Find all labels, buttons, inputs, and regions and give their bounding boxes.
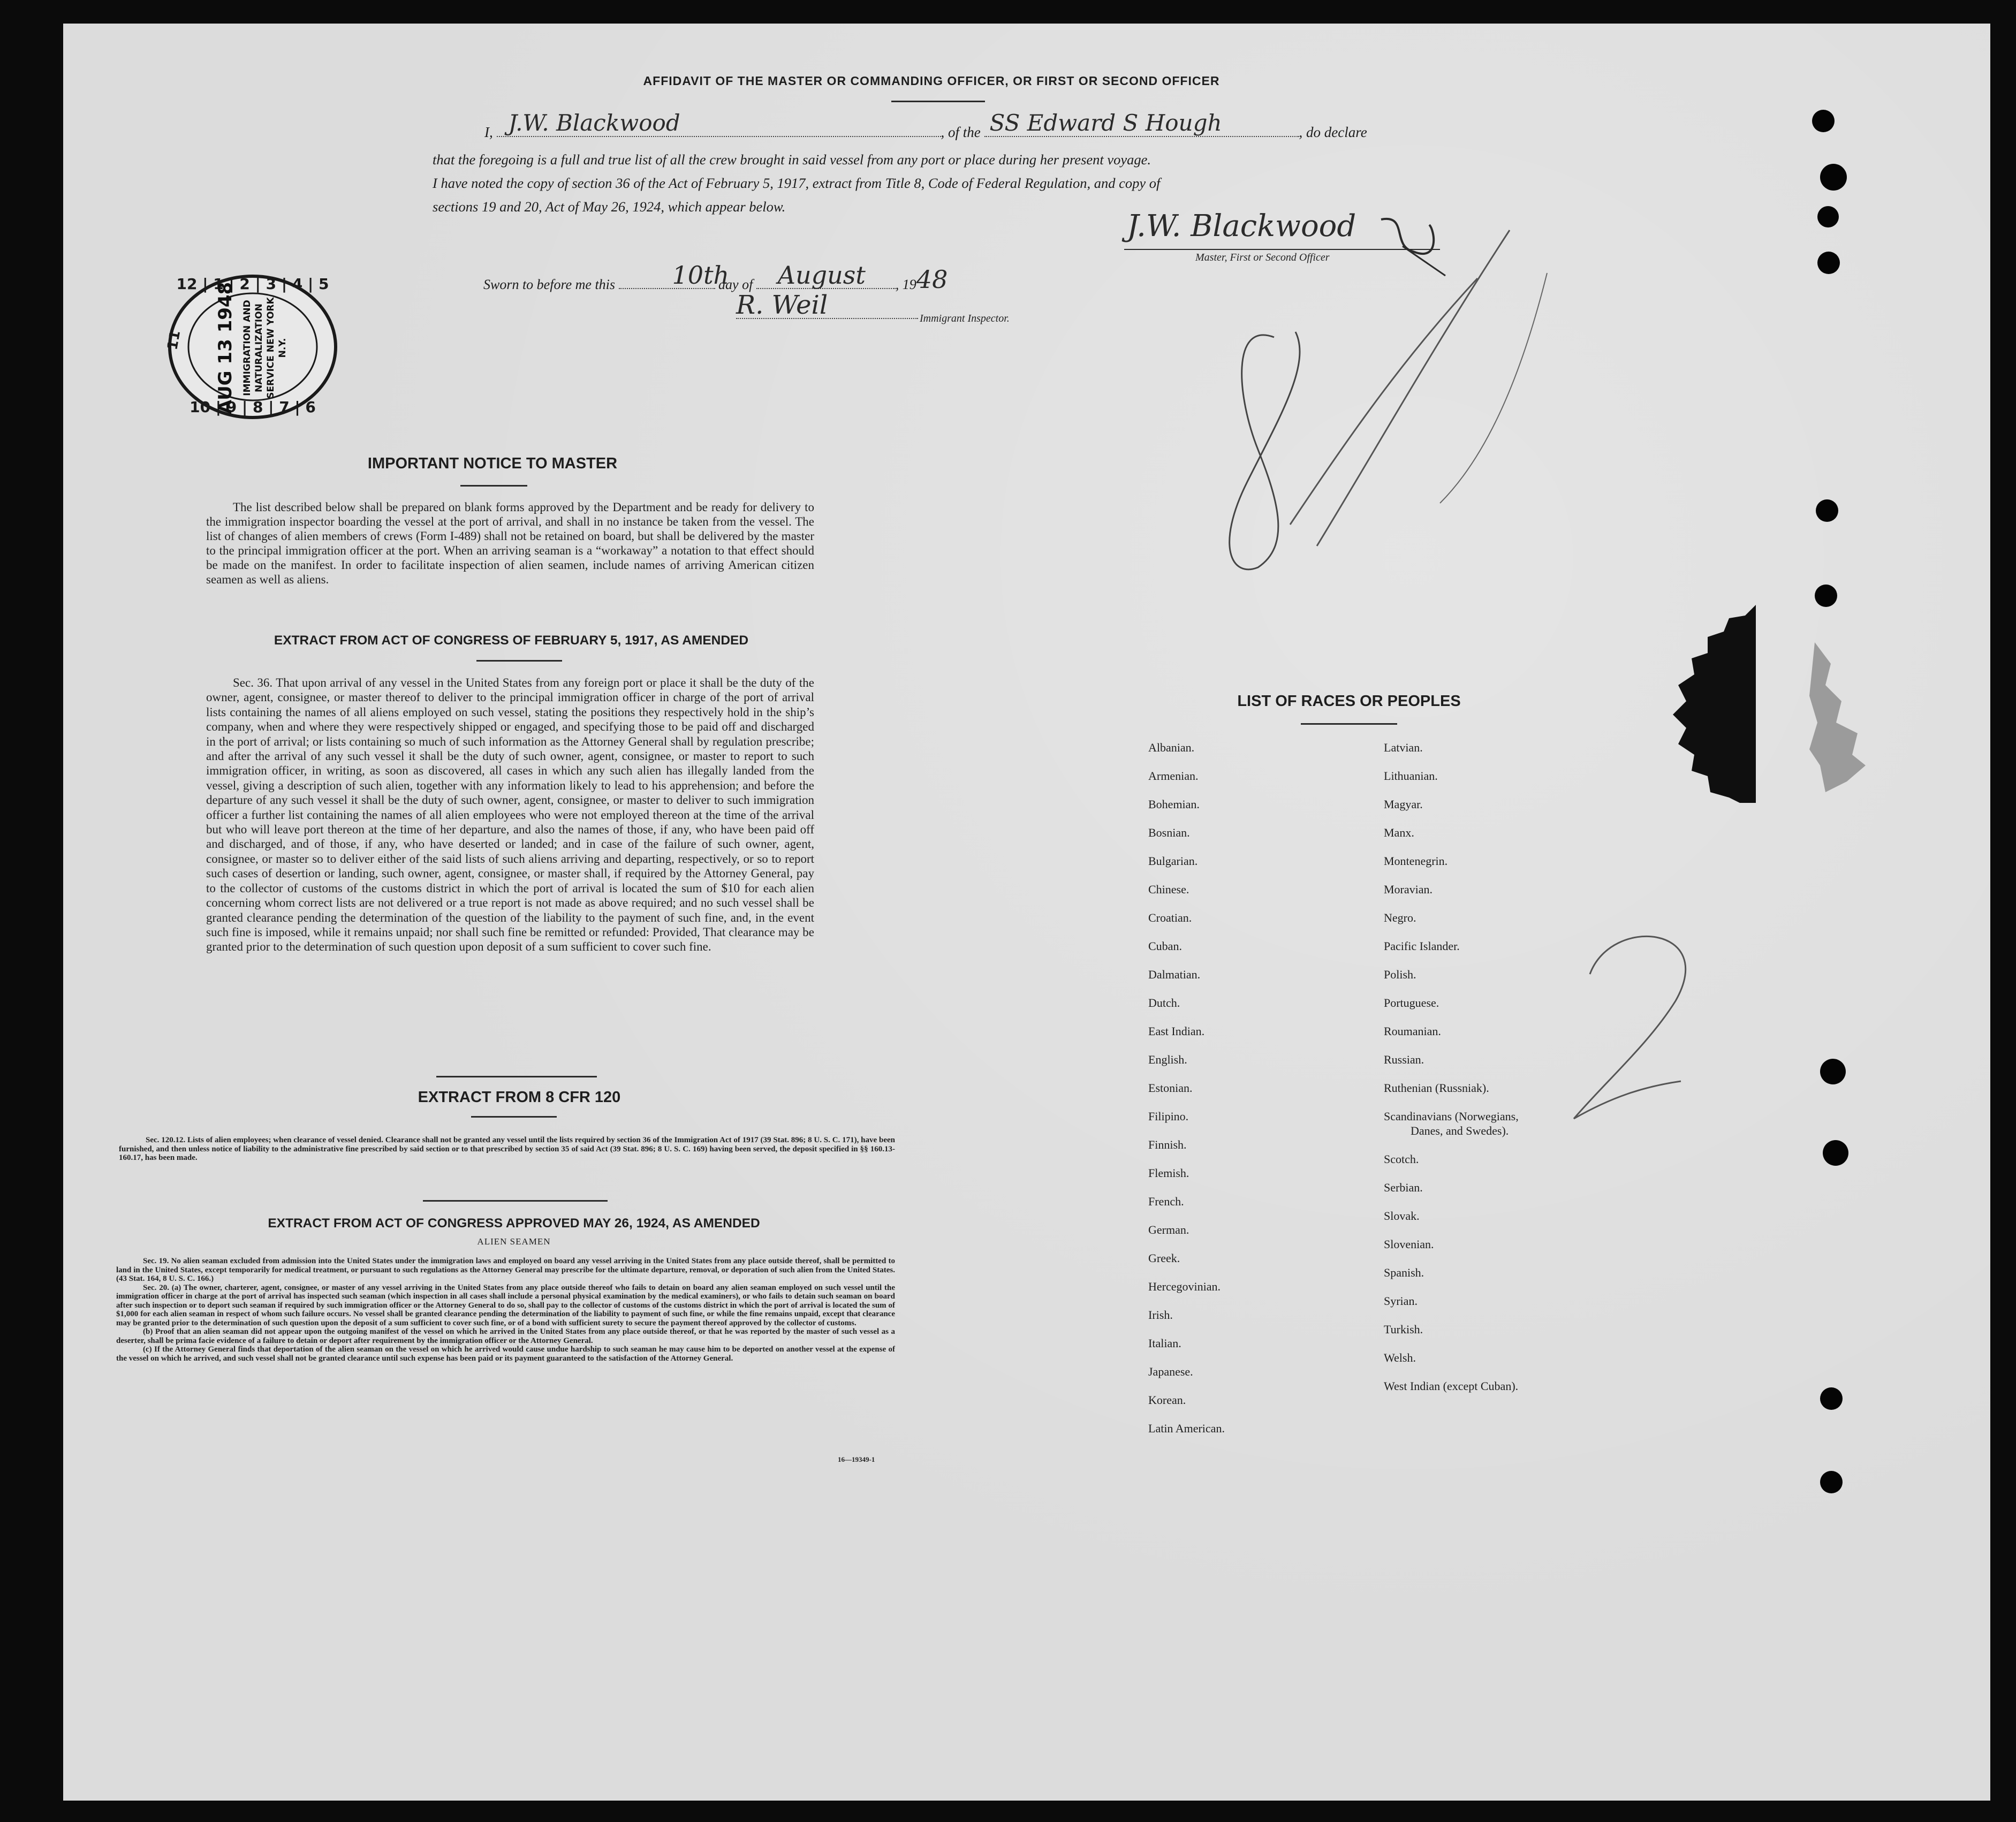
svg-text:AUG 13 1948: AUG 13 1948 (215, 282, 236, 414)
inspector-signature-field (736, 290, 918, 320)
race-item: Montenegrin. (1384, 854, 1448, 868)
officer-name-handwritten: J.W. Blackwood (508, 110, 680, 136)
svg-text:N.Y.: N.Y. (277, 338, 288, 358)
race-item: Welsh. (1384, 1351, 1416, 1364)
race-item: Flemish. (1148, 1166, 1189, 1180)
svg-text:NATURALIZATION: NATURALIZATION (254, 303, 264, 392)
race-item: Greek. (1148, 1251, 1180, 1265)
sworn-text: Sworn to before me this (483, 277, 616, 292)
race-item: Dutch. (1148, 996, 1180, 1009)
sworn-month-field (756, 261, 896, 290)
black-notary-seal-icon (1649, 605, 1756, 803)
race-item: Irish. (1148, 1308, 1173, 1322)
svg-text:12 | 1 | 2 | 3 | 4 | 5: 12 | 1 | 2 | 3 | 4 | 5 (176, 275, 329, 293)
notice-title-rule (460, 485, 527, 487)
race-item: Bosnian. (1148, 826, 1190, 839)
year-prefix: , 19 (895, 277, 916, 292)
act1917-title-rule (476, 660, 562, 662)
race-item: Manx. (1384, 826, 1414, 839)
officer-name-field (497, 110, 941, 137)
race-item: Scotch. (1384, 1152, 1419, 1166)
affidavit-title-rule (891, 101, 985, 102)
sec20c-text: (c) If the Attorney General finds that deportation of the alien seaman on the vessel on which he arrived would cause undue hardship to such seaman he may cause him to be deported on another vessel at the expense of the vessel on which he arrived, and such vessel shall not be granted clearance until such expense has been paid or its payment guaranteed to the satisfaction of the Attorney General. (116, 1345, 895, 1363)
of-the-label: , of the (941, 124, 981, 140)
race-item: Ruthenian (Russniak). (1384, 1081, 1489, 1095)
race-item: Danes, and Swedes). (1411, 1124, 1509, 1137)
sec20a-text: Sec. 20. (a) The owner, charterer, agent, consignee, or master of any vessel arriving in the United States from any place outside thereof who fails to detain on board any alien seaman employed on such vessel until the immigration officer in charge at the port of arrival has inspected such seaman (which inspection in all cases shall include a personal physical examination by the medical examiners), or who fails to detain such seaman on board after such inspection or to deport such seaman if required by such immigration officer or the Attorney General to do so, shall pay to the collector of customs of the customs district in which the port of arrival is located the sum of $1,000 for each alien seaman in respect of whom such failure occurs. No vessel shall be granted clearance pending the determination of the liability to payment of such fine, or while the fine remains unpaid, except that clearance may be granted prior to the determination of such question upon the deposit of a sum sufficient to cover such fine, or of a bond with sufficient surety to secure the payment thereof approved by the collector of customs. (116, 1283, 895, 1327)
race-item: Bohemian. (1148, 798, 1200, 811)
race-item: Albanian. (1148, 741, 1195, 754)
race-item: German. (1148, 1223, 1189, 1236)
cfr-title: EXTRACT FROM 8 CFR 120 (418, 1089, 621, 1106)
punch-hole (1820, 1387, 1843, 1410)
race-item: Lithuanian. (1384, 769, 1438, 783)
affidavit-line-3: I have noted the copy of section 36 of the Act of February 5, 1917, extract from Title 8, Code of Federal Regulation, and copy of (433, 175, 1161, 191)
punch-hole (1817, 206, 1839, 227)
punch-hole (1820, 1471, 1843, 1493)
race-item: Slovak. (1384, 1209, 1420, 1223)
sworn-month-handwritten: August (777, 261, 866, 290)
notice-title: IMPORTANT NOTICE TO MASTER (367, 455, 618, 472)
faded-seal-icon (1809, 642, 1868, 792)
inspector-label: Immigrant Inspector. (920, 313, 1010, 324)
act1917-title: EXTRACT FROM ACT OF CONGRESS OF FEBRUARY 5, 1917, AS AMENDED (274, 633, 749, 648)
race-item: Finnish. (1148, 1138, 1187, 1151)
sworn-day-field (619, 261, 730, 290)
race-item: Roumanian. (1384, 1024, 1441, 1038)
race-item: Pacific Islander. (1384, 939, 1460, 953)
affidavit-line-4: sections 19 and 20, Act of May 26, 1924, which appear below. (433, 199, 786, 215)
race-item: Moravian. (1384, 883, 1433, 896)
race-item: Spanish. (1384, 1266, 1424, 1279)
inspector-line (736, 290, 918, 326)
cfr-text: Sec. 120.12. Lists of alien employees; when clearance of vessel denied. Clearance shall not be granted any vessel until the lists required by section 36 of the Immigration Act of 1917 (39 Stat. 896; 8 U. S. C. 171), have been furnished, and then unless notice of liability to the administrative fine prescribed by said section or to that prescribed by section 35 of said Act (39 Stat. 896; 8 U. S. C. 169) having been served, the deposit specified in §§ 160.13-160.17, has been made. (119, 1136, 895, 1162)
vessel-name-handwritten: SS Edward S Hough (989, 110, 1222, 136)
races-title: LIST OF RACES OR PEOPLES (1237, 693, 1461, 710)
sworn-day-handwritten: 10th (672, 261, 730, 290)
race-item: Korean. (1148, 1393, 1186, 1407)
race-item: Latin American. (1148, 1422, 1225, 1435)
race-item: Slovenian. (1384, 1238, 1434, 1251)
race-item: Chinese. (1148, 883, 1189, 896)
races-title-rule (1301, 723, 1397, 725)
race-item: Serbian. (1384, 1181, 1423, 1194)
punch-hole (1815, 584, 1837, 607)
sec19-text: Sec. 19. No alien seaman excluded from admission into the United States under the immigration laws and employed on board any vessel arriving in the United States from any place outside thereof, shall be permitted to land in the United States, except temporarily for medical treatment, or pursuant to such regulations as the Attorney General may prescribe for the ultimate departure, removal, or deporation of such alien from the United States. (43 Stat. 164, 8 U. S. C. 166.) (116, 1257, 895, 1283)
punch-hole (1817, 252, 1840, 274)
year-handwritten: 48 (916, 265, 948, 294)
handwritten-eight-mark (1151, 225, 1558, 578)
act1924-top-rule (423, 1200, 608, 1202)
punch-hole (1823, 1140, 1848, 1166)
race-item: English. (1148, 1053, 1187, 1066)
immigration-date-stamp (161, 268, 348, 428)
race-item: French. (1148, 1195, 1184, 1208)
affidavit-title: AFFIDAVIT OF THE MASTER OR COMMANDING OFFICER, OR FIRST OR SECOND OFFICER (643, 74, 1220, 88)
race-item: Estonian. (1148, 1081, 1193, 1095)
race-item: Portuguese. (1384, 996, 1439, 1009)
cfr-top-rule (436, 1076, 597, 1077)
race-item: Negro. (1384, 911, 1416, 924)
punch-hole (1812, 110, 1835, 132)
notice-text: The list described below shall be prepared on blank forms approved by the Department and be ready for delivery to the immigration inspector boarding the vessel at the port of arrival, and shall in no instance be taken from the vessel. The list of changes of alien members of crews (Form I-489) shall not be retained on board, but shall be delivered by the master to the principal immigration officer at the port. When an arriving seaman is a “workaway” a notation to that effect should be made on the manifest. In order to facilitate inspection of alien seamen, include names of arriving American citizen seamen as well as aliens. (206, 500, 814, 586)
race-item: Croatian. (1148, 911, 1192, 924)
race-item: East Indian. (1148, 1024, 1205, 1038)
handwritten-two-mark (1552, 905, 1724, 1129)
race-item: Russian. (1384, 1053, 1424, 1066)
stamp-ring-icon (161, 268, 348, 428)
affidavit-line-1 (484, 110, 1367, 144)
sec20b-text: (b) Proof that an alien seaman did not appear upon the outgoing manifest of the vessel on which he arrived in the United States from any place outside thereof, or that he was reported by the master of such vessel as a deserter, shall be prima facie evidence of a failure to detain or deport after requirement by the immigration officer or the Attorney General. (116, 1327, 895, 1345)
punch-hole (1816, 499, 1838, 522)
punch-hole (1820, 164, 1847, 191)
svg-text:IMMIGRATION AND: IMMIGRATION AND (242, 300, 253, 396)
race-item: Bulgarian. (1148, 854, 1198, 868)
officer-signature: J.W. Blackwood (1127, 209, 1356, 244)
race-item: Turkish. (1384, 1323, 1423, 1336)
race-item: Scandinavians (Norwegians, (1384, 1110, 1519, 1123)
race-item: Latvian. (1384, 741, 1423, 754)
act1917-text: Sec. 36. That upon arrival of any vessel in the United States from any foreign port or place it shall be the duty of the owner, agent, consignee, or master thereof to deliver to the principal immigration officer in charge of the port of arrival lists containing the names of all aliens employed on such vessel, stating the positions they respectively hold in the ship’s company, when and where they were respectively shipped or engaged, and specifying those to be paid off and discharged in the port of arrival; or lists containing so much of such information as the Attorney General shall by regulation prescribe; and after the arrival of any such vessel it shall be the duty of such owner, agent, consignee, or master to report to such immigration officer, in writing, as soon as discovered, all cases in which any such alien has illegally landed from the vessel, giving a description of such alien, together with any information likely to lead to his apprehension; and before the departure of any such vessel it shall be the duty of such owner, agent, consignee, or master to deliver to such immigration officer a further list containing the names of all alien employees who were not employed thereon at the time of the arrival but who will leave port thereon at the time of her departure, and also the names of those, if any, who have been paid off and discharged, and of those, if any, who have deserted or landed; and in case of the failure of such owner, agent, consignee, or master so to deliver either of the said lists of such aliens arriving and departing, respectively, or so to report such cases of desertion or landing, such owner, agent, consignee, or master shall, if required by the Attorney General, pay to the collector of customs of the customs district in which the port of arrival is located the sum of $10 for each alien concerning whom correct lists are not delivered or a true report is not made as above required; and no such vessel shall be granted clearance pending the determination of the question of the liability to the payment of such fine, and, in the event such fine is imposed, while it remains unpaid; nor shall such fine be remitted or refunded: Provided, That clearance may be granted prior to the determination of such question upon deposit of a sum sufficient to cover such fine. (206, 676, 814, 954)
prefix-i: I, (484, 124, 493, 140)
sworn-line (483, 261, 948, 297)
race-item: Cuban. (1148, 939, 1182, 953)
race-item: Magyar. (1384, 798, 1423, 811)
race-item: Hercegovinian. (1148, 1280, 1221, 1293)
race-item: Italian. (1148, 1337, 1181, 1350)
race-item: Syrian. (1384, 1294, 1418, 1308)
day-of-label: day of (718, 277, 753, 292)
svg-text:10 | 9 | 8 | 7 | 6: 10 | 9 | 8 | 7 | 6 (190, 398, 316, 416)
act1924-subtitle: ALIEN SEAMEN (477, 1236, 551, 1247)
do-declare-label: , do declare (1299, 124, 1367, 140)
signature-label: Master, First or Second Officer (1195, 252, 1330, 263)
race-item: West Indian (except Cuban). (1384, 1379, 1519, 1393)
svg-text:11: 11 (164, 329, 184, 352)
race-item: Dalmatian. (1148, 968, 1201, 981)
race-item: Armenian. (1148, 769, 1199, 783)
affidavit-line-2: that the foregoing is a full and true list of all the crew brought in said vessel from any port or place during her present voyage. (433, 151, 1151, 168)
act1924-title: EXTRACT FROM ACT OF CONGRESS APPROVED MAY 26, 1924, AS AMENDED (268, 1216, 760, 1231)
cfr-title-rule (471, 1116, 557, 1118)
act1924-text (116, 1257, 895, 1363)
svg-text:SERVICE NEW YORK: SERVICE NEW YORK (266, 297, 276, 399)
vessel-name-field (984, 110, 1299, 137)
form-number: 16—19349-1 (838, 1455, 875, 1463)
inspector-signature-handwritten: R. Weil (736, 290, 828, 320)
race-item: Filipino. (1148, 1110, 1189, 1123)
race-item: Japanese. (1148, 1365, 1193, 1378)
punch-hole (1820, 1059, 1846, 1084)
race-item: Polish. (1384, 968, 1416, 981)
